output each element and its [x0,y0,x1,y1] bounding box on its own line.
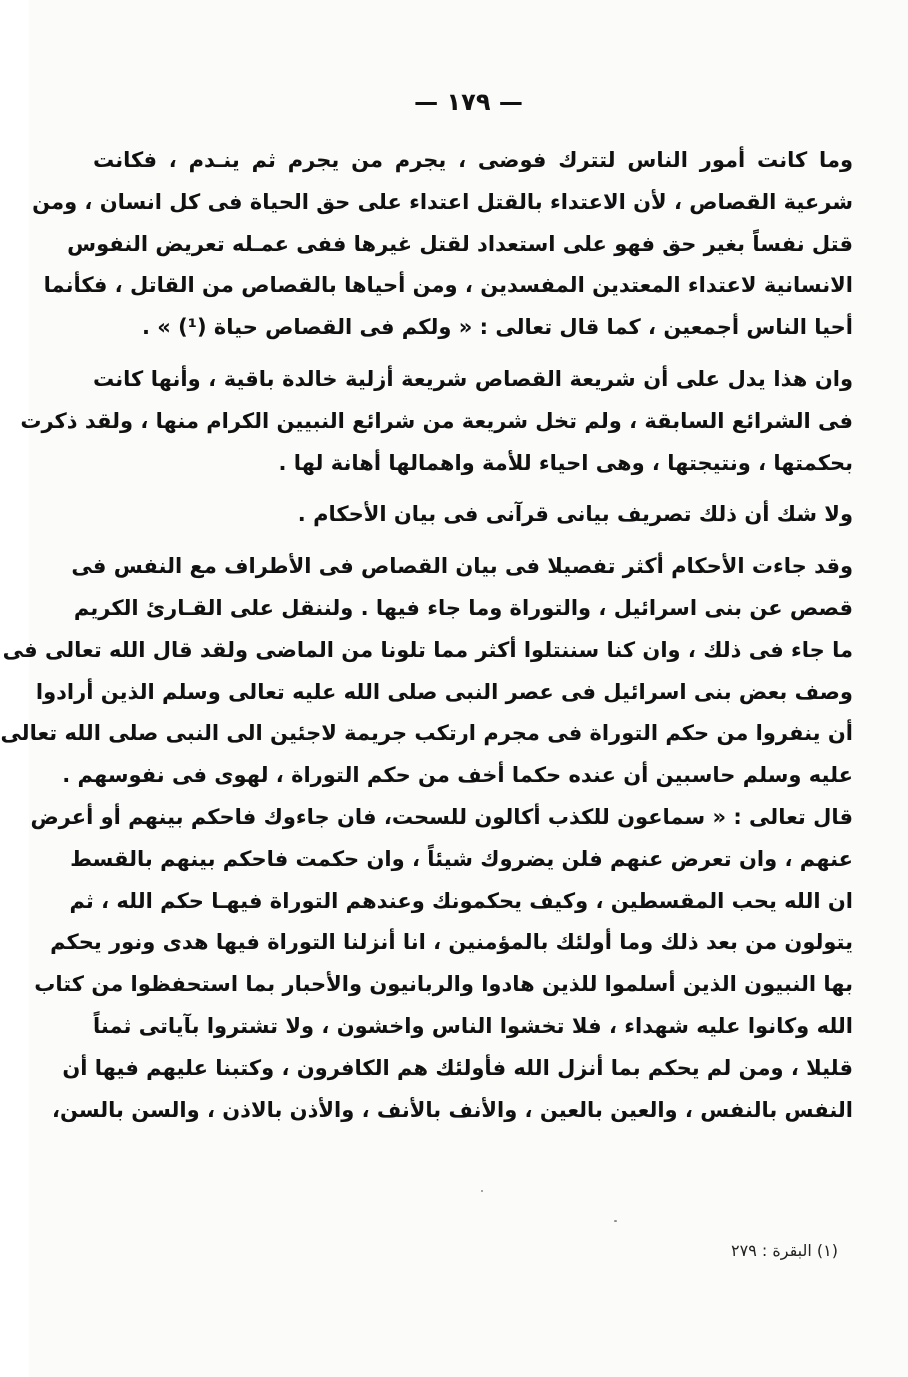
text-line: ان الله يحب المقسطين ، وكيف يحكمونك وعندهم التوراة فيهـا حكم الله ، ثم [69,888,853,913]
text-line: قال تعالى : « سماعون للكذب أكالون للسحت، فان جاءوك فاحكم بينهم أو أعرض [30,804,853,829]
paragraph-gap [93,349,853,359]
scan-speck [614,1220,617,1222]
text-line: عليه وسلم حاسبين أن عنده حكما أخف من حكم التوراة ، لهوى فى نفوسهم . [62,763,853,788]
text-line: وما كانت أمور الناس لتترك فوضى ، يجرم من يجرم ثم ينـدم ، فكانت [93,148,853,172]
paragraph-3 [93,494,853,536]
text-line: أن ينفروا من حكم التوراة فى مجرم ارتكب جريمة لاجئين الى النبى صلى الله تعالى [0,721,853,746]
text-line: أحيا الناس أجمعين ، كما قال تعالى : « ولكم فى القصاص حياة (¹) » . [141,315,853,340]
text-line: وان هذا يدل على أن شريعة القصاص شريعة أزلية خالدة باقية ، وأنها كانت [93,366,853,391]
text-line: قتل نفساً بغير حق فهو على استعداد لقتل غيرها ففى عمـله تعريض النفوس [67,231,853,256]
text-line: يتولون من بعد ذلك وما أولئك بالمؤمنين ، انا أنزلنا التوراة فيها هدى ونور يحكم [50,930,853,955]
text-line: الانسانية لاعتداء المعتدين المفسدين ، ومن أحياها بالقصاص من القاتل ، فكأنما [43,273,853,298]
text-line: بحكمتها ، ونتيجتها ، وهى احياء للأمة واهمالها أهانة لها . [278,450,853,475]
page-number: — ١٧٩ — [414,88,523,116]
text-line: الله وكانوا عليه شهداء ، فلا تخشوا الناس واخشون ، ولا تشتروا بآياتى ثمناً [93,1013,853,1038]
text-line: عنهم ، وان تعرض عنهم فلن يضروك شيئاً ، وان حكمت فاحكم بينهم بالقسط [70,846,853,871]
text-line: النفس بالنفس ، والعين بالعين ، والأنف بالأنف ، والأذن بالاذن ، والسن بالسن، [52,1097,853,1122]
text-line: ما جاء فى ذلك ، وان كنا سننتلوا أكثر مما تلونا من الماضى ولقد قال الله تعالى فى [2,637,853,662]
paragraph-4 [0,546,853,1131]
text-line: بها النبيون الذين أسلموا للذين هادوا والربانيون والأحبار بما استحفظوا من كتاب [34,972,853,997]
text-line: ولا شك أن ذلك تصريف بيانى قرآنى فى بيان الأحكام . [297,502,853,527]
text-line: وصف بعض بنى اسرائيل فى عصر النبى صلى الله عليه تعالى وسلم الذين أرادوا [35,679,853,704]
paragraph-gap [93,484,853,494]
text-line: وقد جاءت الأحكام أكثر تفصيلا فى بيان القصاص فى الأطراف مع النفس فى [71,554,853,579]
paragraph-gap [93,536,853,546]
text-line: قصص عن بنى اسرائيل ، والتوراة وما جاء فيها . ولننقل على القـارئ الكريم [73,595,853,620]
text-line: فى الشرائع السابقة ، ولم تخل شريعة من شرائع النبيين الكرام منها ، ولقد ذكرت [20,408,853,433]
scan-speck [481,1190,483,1192]
paragraph-2 [20,359,853,484]
footnote: (١) البقرة : ٢٧٩ [731,1241,838,1260]
body-text [0,140,853,1131]
text-line: شرعية القصاص ، لأن الاعتداء بالقتل اعتداء على حق الحياة فى كل انسان ، ومن [32,189,853,214]
paragraph-1 [32,140,853,349]
text-line: قليلا ، ومن لم يحكم بما أنزل الله فأولئك هم الكافرون ، وكتبنا عليهم فيها أن [62,1055,853,1080]
